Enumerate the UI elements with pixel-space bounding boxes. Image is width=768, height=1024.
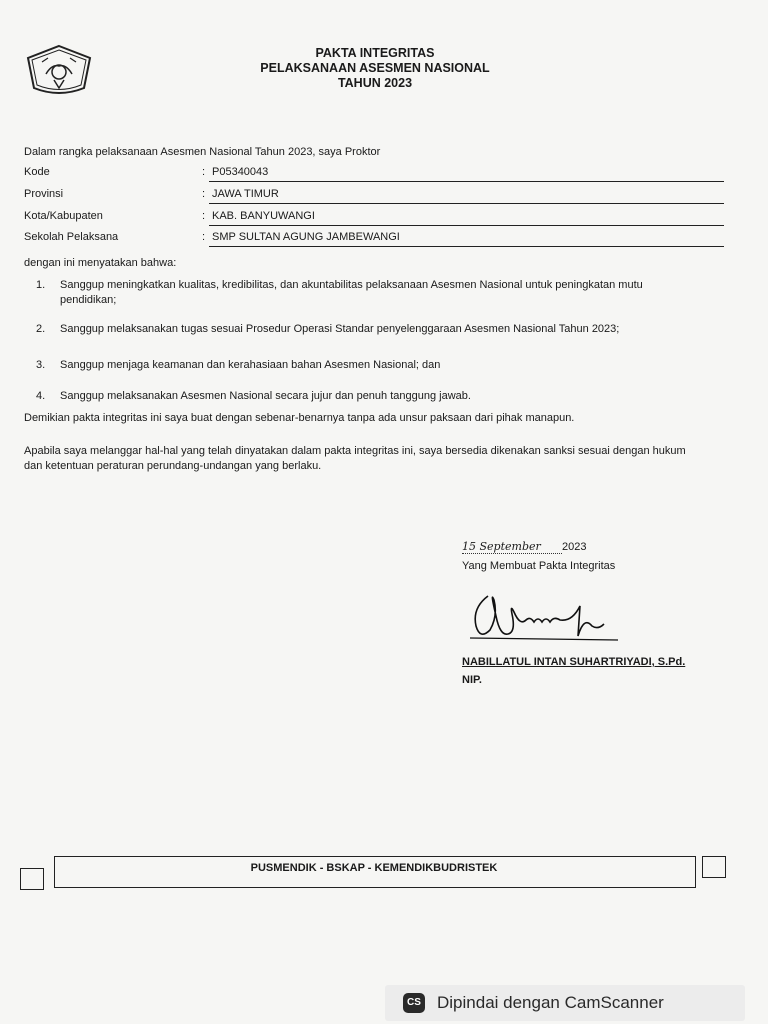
field-value: KAB. BANYUWANGI xyxy=(212,210,315,222)
doc-title: PAKTA INTEGRITAS xyxy=(315,46,435,60)
field-label: Sekolah Pelaksana xyxy=(24,231,119,243)
signer-name xyxy=(462,656,685,668)
camscanner-watermark xyxy=(385,985,745,1021)
field-kota xyxy=(24,208,724,226)
item-text: Sanggup melaksanakan tugas sesuai Prosedur Operasi Standar penyelenggaraan Asesmen Nasional Tahun 2023; xyxy=(60,323,620,335)
camscanner-text: Dipindai dengan CamScanner xyxy=(437,993,664,1012)
date-year: 2023 xyxy=(562,541,587,553)
signer-nip: NIP. xyxy=(462,674,482,686)
field-colon: : xyxy=(202,188,206,200)
sanction-statement: Apabila saya melanggar hal-hal yang telah dinyatakan dalam pakta integritas ini, saya bersedia dikenakan sanksi sesuai dengan hukum dan ketentuan peraturan perundang-undangan yang berlaku. xyxy=(24,445,686,472)
footer-left-box xyxy=(20,868,44,890)
field-value: SMP SULTAN AGUNG JAMBEWANGI xyxy=(212,231,400,243)
field-label: Kode xyxy=(24,166,50,178)
handwritten-signature-icon xyxy=(468,586,628,649)
intro-text: Dalam rangka pelaksanaan Asesmen Nasional Tahun 2023, saya Proktor xyxy=(24,146,381,158)
field-kode xyxy=(24,164,724,182)
statement-lead: dengan ini menyatakan bahwa: xyxy=(24,257,177,269)
field-colon: : xyxy=(202,166,206,178)
field-underline xyxy=(209,181,724,182)
signature-date xyxy=(462,540,586,554)
item-text: Sanggup meningkatkan kualitas, kredibilitas, dan akuntabilitas pelaksanaan Asesmen Nasional untuk peningkatan mutu pendidikan; xyxy=(60,279,643,306)
signature-role: Yang Membuat Pakta Integritas xyxy=(462,560,616,572)
field-colon: : xyxy=(202,210,206,222)
item-number: 1. xyxy=(36,279,46,291)
camscanner-icon: CS xyxy=(403,993,425,1013)
footer-text: PUSMENDIK - BSKAP - KEMENDIKBUDRISTEK xyxy=(250,862,498,874)
signer-name-text: NABILLATUL INTAN SUHARTRIYADI, S.Pd. xyxy=(462,656,686,668)
field-underline xyxy=(209,246,724,247)
field-underline xyxy=(209,225,724,226)
item-number: 3. xyxy=(36,359,46,371)
date-handwritten: 15 September xyxy=(462,540,562,554)
field-value: P05340043 xyxy=(212,166,269,178)
doc-subtitle: PELAKSANAAN ASESMEN NASIONAL xyxy=(260,61,490,75)
field-provinsi xyxy=(24,186,724,204)
field-sekolah xyxy=(24,229,724,247)
closing-statement: Demikian pakta integritas ini saya buat dengan sebenar-benarnya tanpa ada unsur paksaan dari pihak manapun. xyxy=(24,412,575,424)
footer-right-box xyxy=(702,856,726,878)
field-label: Kota/Kabupaten xyxy=(24,210,103,222)
item-text: Sanggup menjaga keamanan dan kerahasiaan bahan Asesmen Nasional; dan xyxy=(60,359,441,371)
field-label: Provinsi xyxy=(24,188,64,200)
doc-year: TAHUN 2023 xyxy=(337,76,413,90)
field-value: JAWA TIMUR xyxy=(212,188,279,200)
item-number: 2. xyxy=(36,323,46,335)
field-colon: : xyxy=(202,231,206,243)
item-number: 4. xyxy=(36,390,46,402)
tut-wuri-handayani-logo-icon xyxy=(24,44,94,96)
item-text: Sanggup melaksanakan Asesmen Nasional secara jujur dan penuh tanggung jawab. xyxy=(60,390,471,402)
field-underline xyxy=(209,203,724,204)
